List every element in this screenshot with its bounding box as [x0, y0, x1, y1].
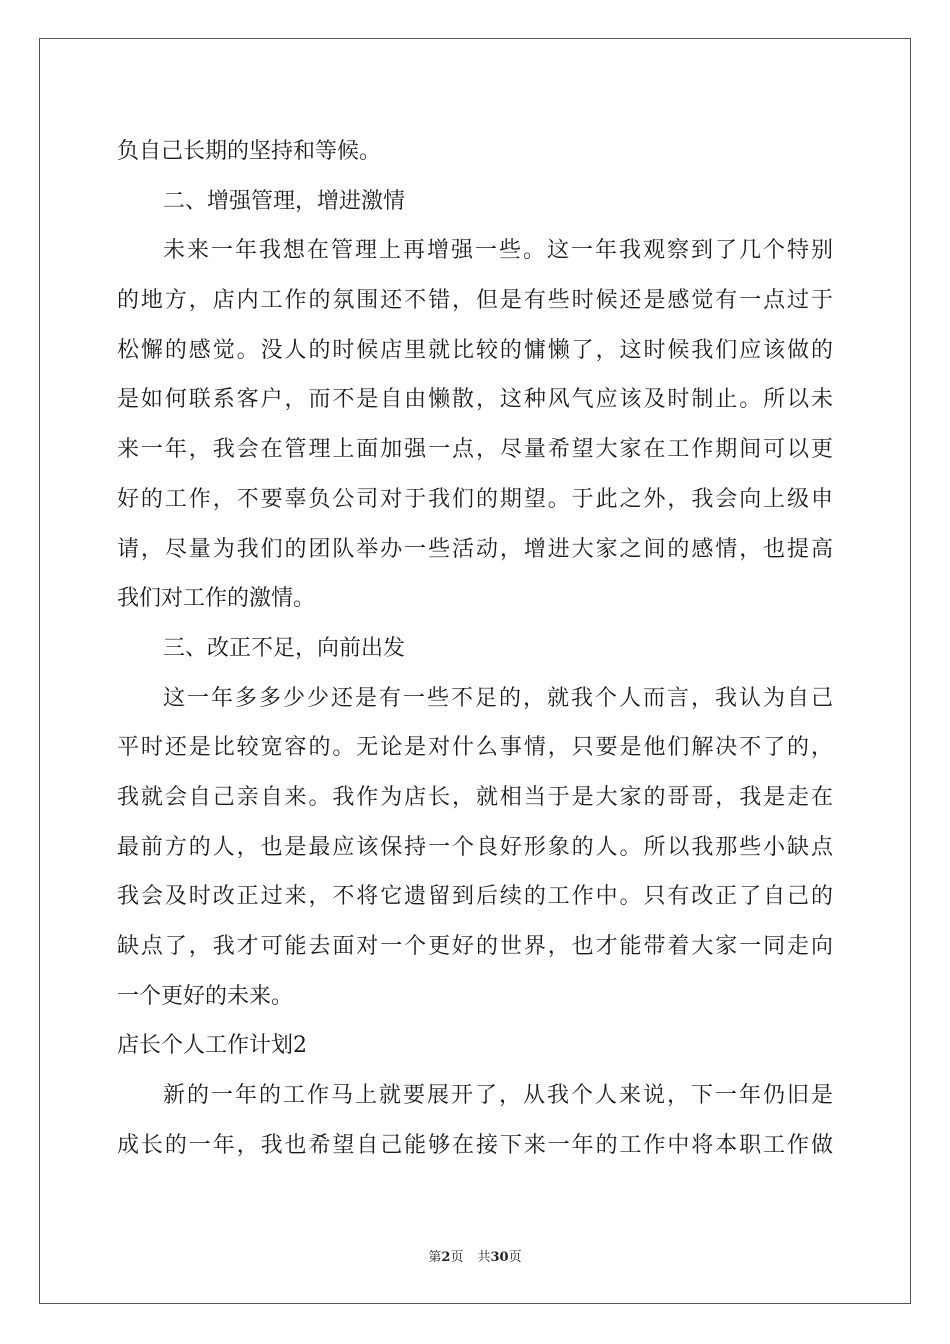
text-line: 的地方，店内工作的氛围还不错，但是有些时候还是感觉有一点过于 — [117, 288, 833, 314]
text-line: 我就会自己亲自来。我作为店长，就相当于是大家的哥哥，我是走在 — [117, 784, 833, 810]
total-pages: 30 — [490, 1250, 509, 1265]
page-footer — [0, 1246, 950, 1265]
text-line: 是如何联系客户，而不是自由懒散，这种风气应该及时制止。所以未 — [117, 387, 833, 413]
page-suffix: 页 — [450, 1250, 464, 1265]
text-line: 二、增强管理，增进激情 — [163, 188, 406, 214]
text-line: 成长的一年，我也希望自己能够在接下来一年的工作中将本职工作做 — [117, 1132, 833, 1158]
page-number: 2 — [441, 1250, 451, 1265]
total-prefix: 共 — [477, 1250, 491, 1265]
text-line: 三、改正不足，向前出发 — [163, 635, 406, 661]
text-line: 未来一年我想在管理上再增强一些。这一年我观察到了几个特别 — [163, 238, 833, 264]
text-line: 我们对工作的激情。 — [117, 586, 316, 612]
text-line: 平时还是比较宽容的。无论是对什么事情，只要是他们解决不了的， — [117, 735, 833, 761]
text-line: 好的工作，不要辜负公司对于我们的期望。于此之外，我会向上级申 — [117, 486, 833, 512]
text-line: 我会及时改正过来，不将它遗留到后续的工作中。只有改正了自己的 — [117, 884, 833, 910]
total-suffix: 页 — [508, 1250, 522, 1265]
text-line: 这一年多多少少还是有一些不足的，就我个人而言，我认为自己 — [163, 685, 833, 711]
text-line: 缺点了，我才可能去面对一个更好的世界，也才能带着大家一同走向 — [117, 934, 833, 959]
text-line: 来一年，我会在管理上面加强一点，尽量希望大家在工作期间可以更 — [117, 437, 833, 463]
text-line: 店长个人工作计划2 — [117, 1033, 307, 1059]
text-line: 新的一年的工作马上就要展开了，从我个人来说，下一年仍旧是 — [163, 1083, 833, 1109]
text-line: 请，尽量为我们的团队举办一些活动，增进大家之间的感情，也提高 — [117, 536, 833, 562]
text-line: 最前方的人，也是最应该保持一个良好形象的人。所以我那些小缺点 — [117, 834, 833, 860]
text-line: 负自己长期的坚持和等候。 — [117, 139, 382, 164]
document-body — [117, 127, 833, 1170]
page-prefix: 第 — [428, 1250, 442, 1265]
text-line: 一个更好的未来。 — [117, 983, 294, 1009]
text-line: 松懈的感觉。没人的时候店里就比较的慵懒了，这时候我们应该做的 — [117, 337, 833, 363]
